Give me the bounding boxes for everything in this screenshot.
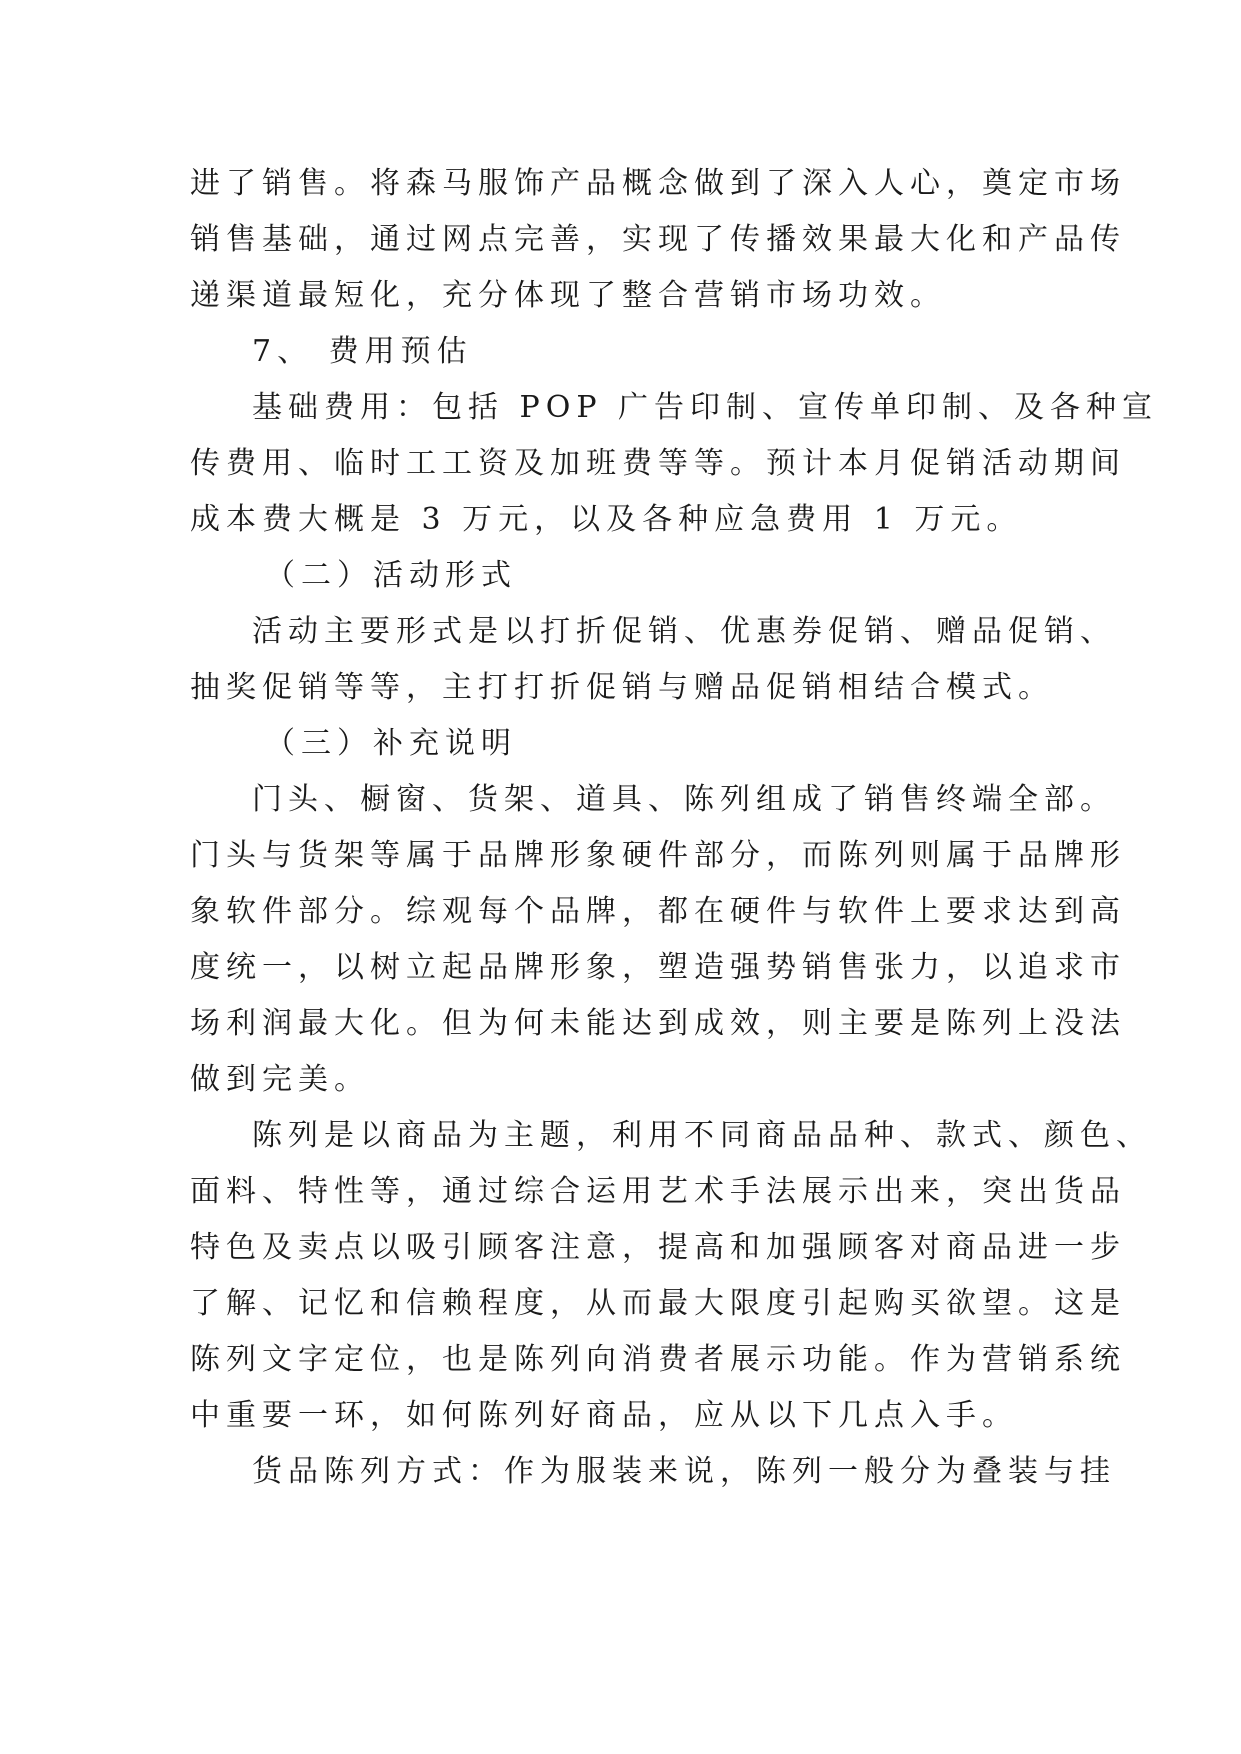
text-line: 活动主要形式是以打折促销、优惠券促销、赠品促销、	[252, 614, 1116, 649]
text-line: 抽奖促销等等，主打打折促销与赠品促销相结合模式。	[190, 670, 1054, 705]
text-line: 度统一，以树立起品牌形象，塑造强势销售张力，以追求市	[190, 950, 1126, 985]
text-line: 传费用、临时工工资及加班费等等。预计本月促销活动期间	[190, 446, 1126, 481]
text-line: 中重要一环，如何陈列好商品，应从以下几点入手。	[190, 1398, 1018, 1433]
text-line: 进了销售。将森马服饰产品概念做到了深入人心，奠定市场	[190, 166, 1126, 201]
text-line: 象软件部分。综观每个品牌，都在硬件与软件上要求达到高	[190, 894, 1126, 929]
text-line: 陈列文字定位，也是陈列向消费者展示功能。作为营销系统	[190, 1342, 1126, 1377]
text-line: 了解、记忆和信赖程度，从而最大限度引起购买欲望。这是	[190, 1286, 1126, 1321]
text-line: 基础费用：包括 POP 广告印制、宣传单印制、及各种宣	[252, 390, 1159, 425]
section-heading: 7、 费用预估	[252, 334, 473, 369]
section-heading: （二）活动形式	[265, 558, 517, 593]
text-line: 门头与货架等属于品牌形象硬件部分，而陈列则属于品牌形	[190, 838, 1126, 873]
text-line: 特色及卖点以吸引顾客注意，提高和加强顾客对商品进一步	[190, 1230, 1126, 1265]
text-line: 销售基础，通过网点完善，实现了传播效果最大化和产品传	[190, 222, 1126, 257]
section-heading: （三）补充说明	[265, 726, 517, 761]
text-line: 门头、橱窗、货架、道具、陈列组成了销售终端全部。	[252, 782, 1116, 817]
text-line: 面料、特性等，通过综合运用艺术手法展示出来，突出货品	[190, 1174, 1126, 1209]
text-line: 货品陈列方式：作为服装来说，陈列一般分为叠装与挂	[252, 1454, 1116, 1489]
text-line: 陈列是以商品为主题，利用不同商品品种、款式、颜色、	[252, 1118, 1152, 1153]
text-line: 递渠道最短化，充分体现了整合营销市场功效。	[190, 278, 946, 313]
text-line: 成本费大概是 3 万元，以及各种应急费用 1 万元。	[190, 502, 1023, 537]
text-line: 做到完美。	[190, 1062, 370, 1097]
text-line: 场利润最大化。但为何未能达到成效，则主要是陈列上没法	[190, 1006, 1126, 1041]
